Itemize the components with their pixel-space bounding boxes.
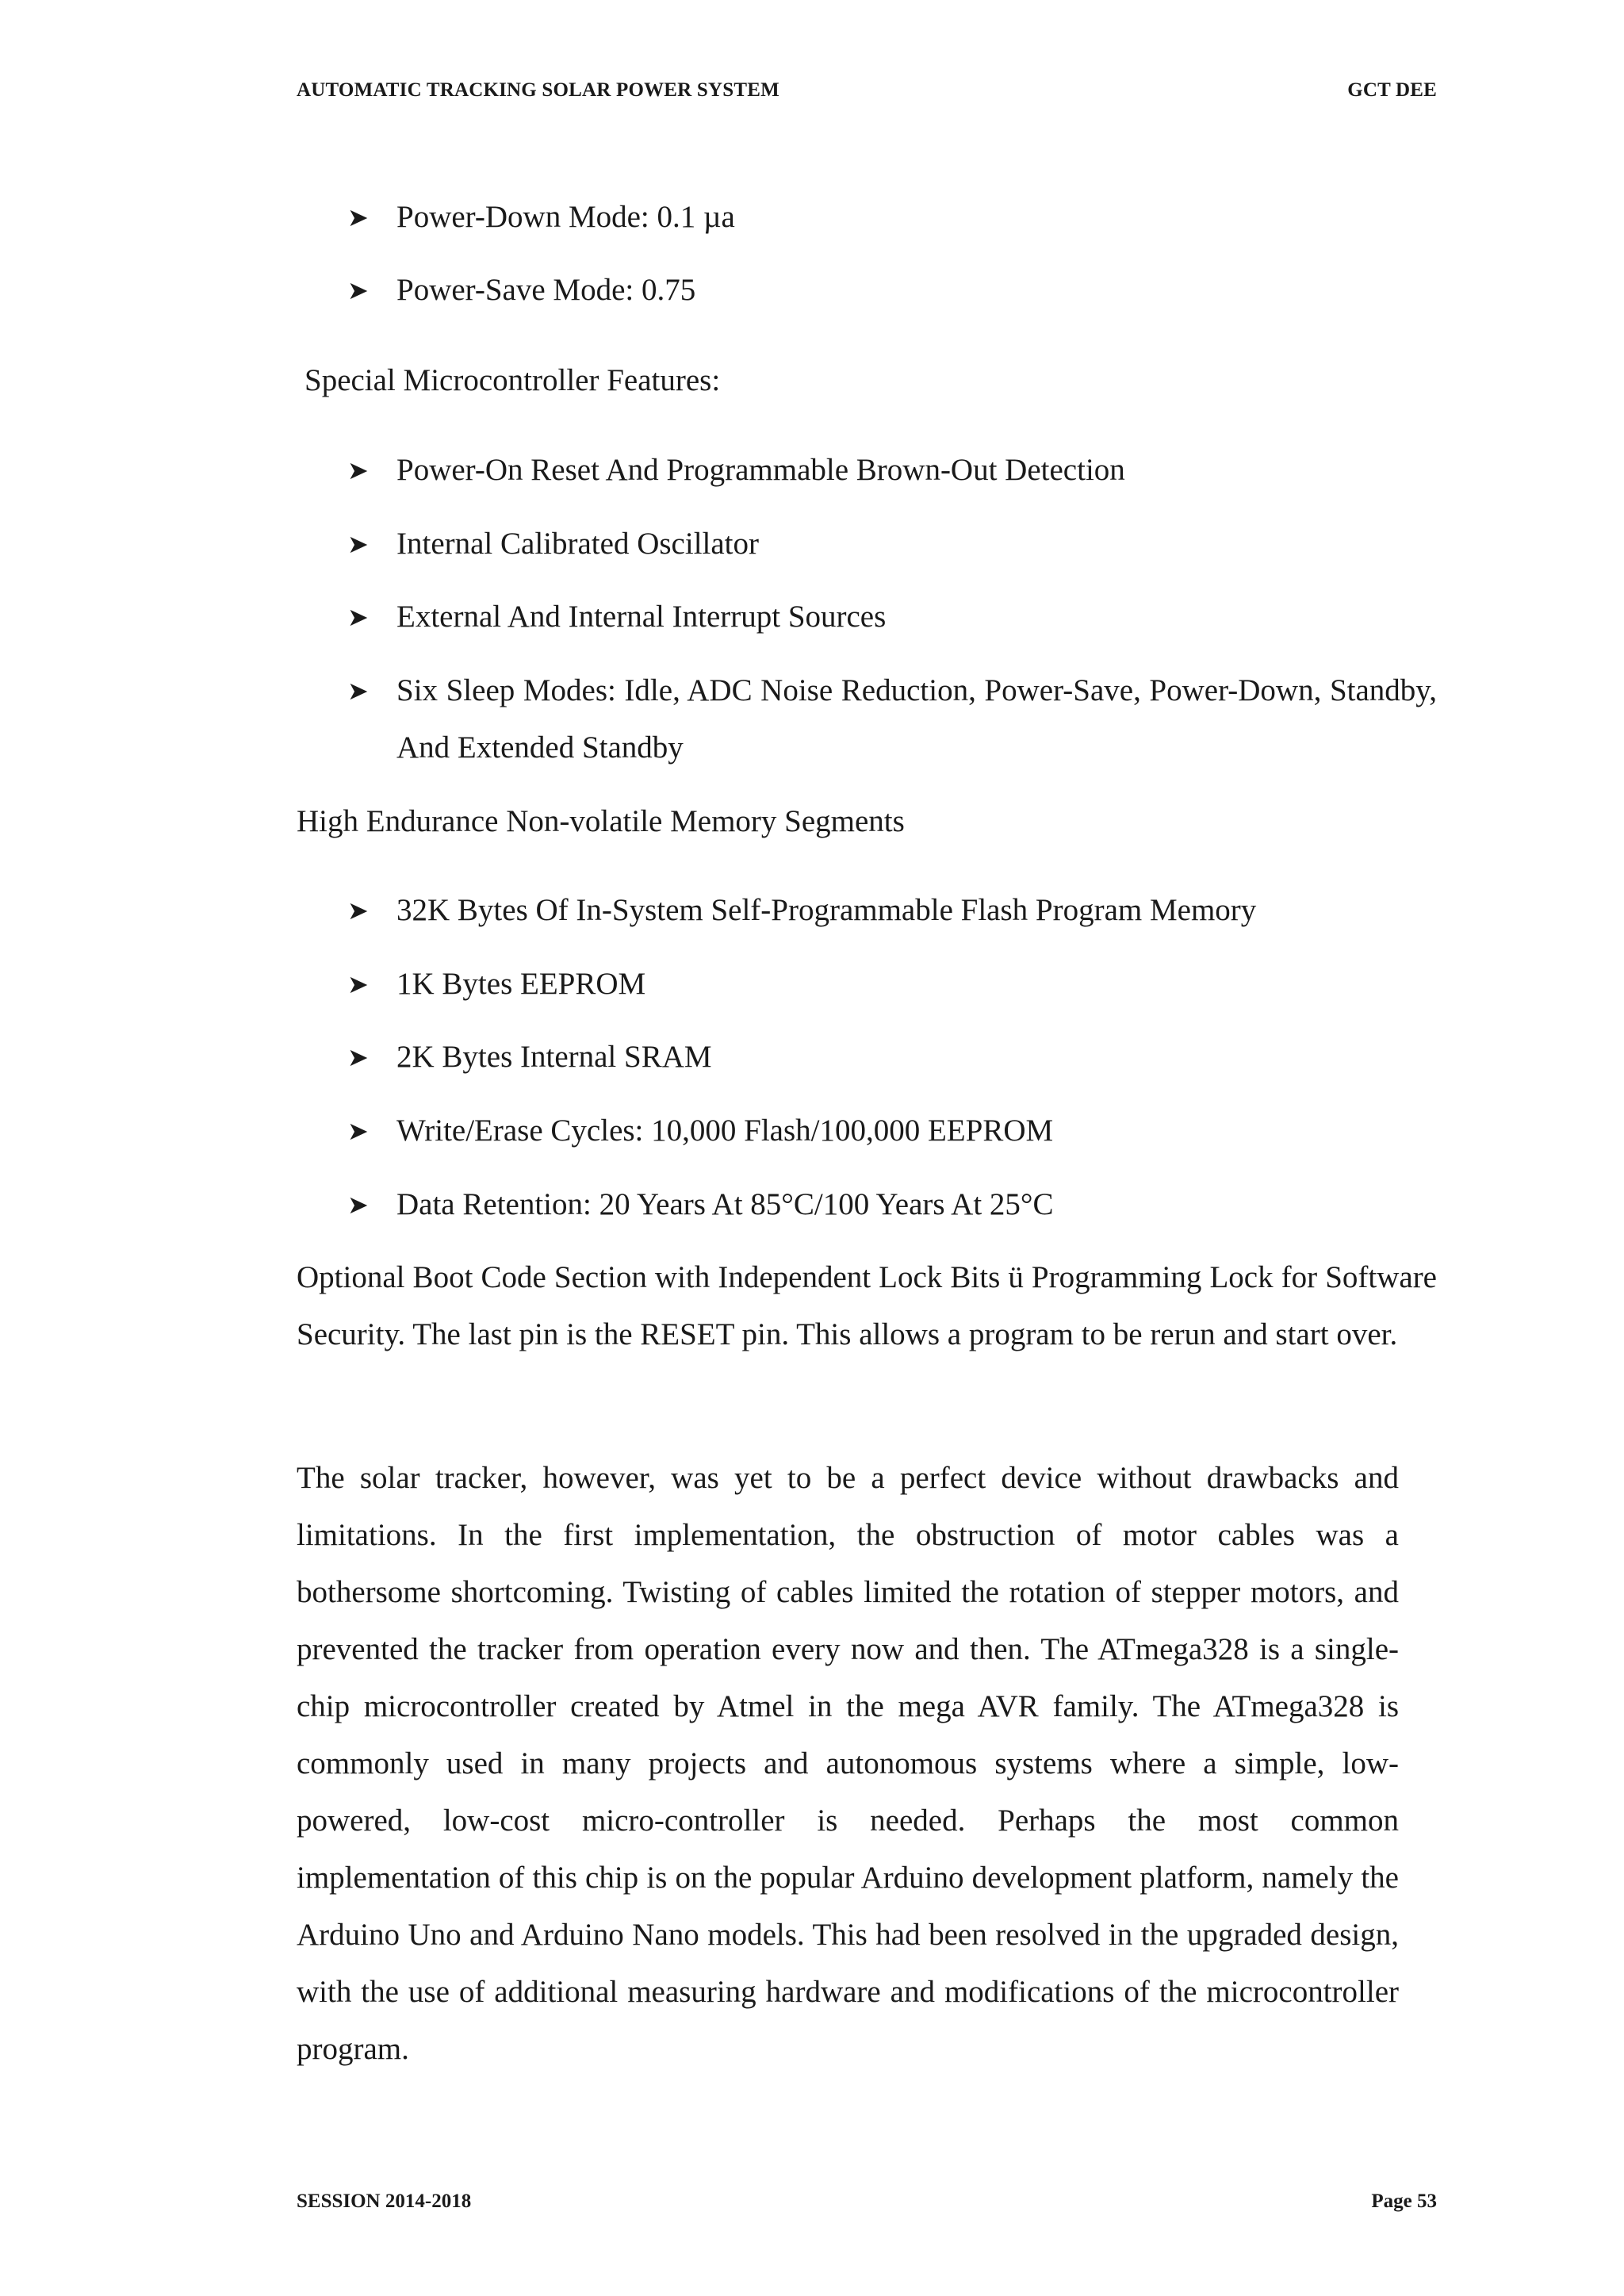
list-item [347, 1029, 1437, 1086]
list-item-text: Power-Down Mode: 0.1 µa [396, 200, 735, 234]
list-item [347, 1176, 1437, 1233]
list-item [347, 882, 1437, 939]
arrow-bullet-icon: ➤ [347, 602, 369, 632]
arrow-bullet-icon: ➤ [347, 202, 369, 232]
page-footer [297, 2191, 1437, 2213]
list-item-text: Data Retention: 20 Years At 85°C/100 Years At 25°C [396, 1187, 1054, 1221]
list-item [347, 662, 1437, 776]
section-heading-special-features: Special Microcontroller Features: [304, 363, 721, 397]
arrow-bullet-icon: ➤ [347, 1116, 369, 1146]
arrow-bullet-icon: ➤ [347, 969, 369, 999]
arrow-bullet-icon: ➤ [347, 1042, 369, 1072]
arrow-bullet-icon: ➤ [347, 529, 369, 559]
arrow-bullet-icon: ➤ [347, 676, 369, 706]
page-header [297, 79, 1437, 102]
arrow-bullet-icon: ➤ [347, 1190, 369, 1220]
list-item-text: Power-On Reset And Programmable Brown-Out Detection [396, 453, 1125, 487]
list-item-text: Six Sleep Modes: Idle, ADC Noise Reduction, Power-Save, Power-Down, Standby, And Extended Standby [396, 673, 1437, 765]
footer-session: SESSION 2014-2018 [297, 2191, 472, 2212]
list-item-text: 32K Bytes Of In-System Self-Programmable Flash Program Memory [396, 893, 1257, 927]
arrow-bullet-icon: ➤ [347, 455, 369, 485]
list-item-text: Write/Erase Cycles: 10,000 Flash/100,000 EEPROM [396, 1114, 1054, 1148]
list-item [347, 516, 1437, 573]
list-item [347, 1102, 1437, 1159]
arrow-bullet-icon: ➤ [347, 275, 369, 305]
list-item [347, 956, 1437, 1013]
list-item [347, 588, 1437, 646]
paragraph-solar-tracker: The solar tracker, however, was yet to be a perfect device without drawbacks and limitations. In the first implementation, the obstruction of motor cables was a bothersome shortcoming. Twisting of cables limited the rotation of stepper motors, and prevented the tracker from operation every now and then. The ATmega328 is a single-chip microcontroller created by Atmel in the mega AVR family. The ATmega328 is commonly used in many projects and autonomous systems where a simple, low-powered, low-cost micro-controller is needed. Perhaps the most common implementation of this chip is on the popular Arduino development platform, namely the Arduino Uno and Arduino Nano models. This had been resolved in the upgraded design, with the use of additional measuring hardware and modifications of the microcontroller program. [297, 1461, 1399, 2066]
footer-page-number: Page 53 [1371, 2191, 1437, 2212]
section-heading-memory: High Endurance Non-volatile Memory Segments [297, 804, 905, 838]
list-item-text: External And Internal Interrupt Sources [396, 600, 887, 634]
list-item [347, 442, 1437, 499]
paragraph-boot-code: Optional Boot Code Section with Independent Lock Bits ü Programming Lock for Software Security. The last pin is the RESET pin. This allows a program to be rerun and start over. [297, 1260, 1437, 1351]
list-item [347, 189, 1437, 246]
list-item [347, 262, 1437, 319]
list-item-text: Internal Calibrated Oscillator [396, 527, 759, 561]
header-department: GCT DEE [1347, 79, 1437, 101]
list-item-text: 2K Bytes Internal SRAM [396, 1040, 712, 1074]
list-item-text: Power-Save Mode: 0.75 [396, 273, 696, 307]
arrow-bullet-icon: ➤ [347, 895, 369, 926]
header-title: AUTOMATIC TRACKING SOLAR POWER SYSTEM [297, 79, 779, 101]
list-item-text: 1K Bytes EEPROM [396, 967, 646, 1001]
